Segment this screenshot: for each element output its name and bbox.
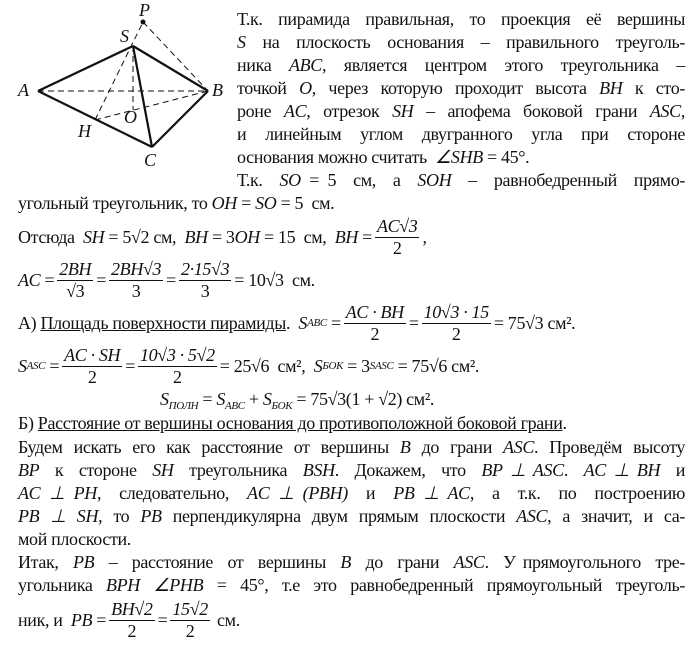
math-expression: SH [82, 226, 105, 247]
text-line [237, 54, 685, 77]
math-expression: BSH [302, 460, 335, 480]
pyramid-solid-edges [38, 46, 208, 147]
math-expression: ASC [516, 506, 548, 526]
fraction [62, 346, 122, 387]
text-run: = 3 [207, 226, 235, 247]
text-run: к стороне [39, 460, 153, 480]
math-expression: PB ⊥ SH [18, 506, 99, 526]
formula-line [18, 599, 240, 641]
text-run: ника [237, 55, 290, 75]
text-run: – равнобедренный прямо- [451, 170, 686, 190]
math-subscript: ПОЛН [168, 400, 199, 412]
text-run: перпендикулярна двум прямым плоскости [161, 506, 517, 526]
fraction-denominator: 2 [173, 366, 182, 387]
math-expression: SH [392, 101, 414, 121]
text-line [18, 459, 685, 482]
text-run: Отсюда [18, 226, 83, 247]
math-expression: BH [184, 226, 208, 247]
fraction [170, 600, 209, 641]
fraction-denominator: √3 [66, 280, 85, 301]
math-expression: AC ⊥ BH [583, 460, 661, 480]
text-run: = [45, 355, 60, 376]
math-expression: S [262, 389, 272, 409]
fraction [375, 217, 419, 258]
text-run: . [562, 413, 567, 433]
math-expression: AC ⊥ (PBH) [247, 483, 348, 503]
text-line [18, 574, 685, 597]
text-run: Т.к. [237, 170, 280, 190]
text-run: = [125, 355, 135, 376]
text-run: = 45°. [482, 147, 530, 167]
text-run [140, 575, 154, 595]
label-b: B [212, 80, 223, 100]
math-expression: OH [234, 226, 260, 247]
fraction [344, 303, 406, 344]
math-expression: ASC [649, 101, 681, 121]
math-expression: SO [255, 193, 277, 213]
text-run: = 5 см. [276, 193, 335, 213]
fraction-denominator: 2 [185, 620, 195, 641]
fraction-numerator: AC · SH [64, 344, 121, 365]
text-line [237, 169, 685, 192]
text-run: до грани [410, 437, 504, 457]
point-p [141, 20, 146, 25]
math-expression: BP [18, 460, 40, 480]
text-run: см. [212, 609, 240, 630]
fraction-numerator: AC√3 [376, 215, 418, 236]
text-line [237, 8, 685, 31]
fraction [179, 260, 231, 301]
label-a: A [18, 80, 29, 100]
math-expression: AC [283, 101, 307, 121]
math-expression: SO [279, 170, 301, 190]
pyramid-diagram [0, 0, 235, 175]
math-expression: BPH [106, 575, 140, 595]
fraction-numerator: 15√2 [172, 598, 208, 619]
text-run: до грани [351, 552, 454, 572]
math-expression: ∠PHB [153, 575, 204, 595]
text-run: , отрезок [306, 101, 393, 121]
fraction-numerator: 2·15√3 [180, 258, 230, 279]
text-run: . Докажем, что [334, 460, 482, 480]
math-expression: AC [18, 269, 41, 290]
fraction-denominator: 2 [392, 237, 402, 258]
text-run: – расстояние от вершины [94, 552, 341, 572]
math-expression: ∠SHB [435, 147, 483, 167]
text-run: = [198, 389, 217, 409]
math-expression: S [237, 32, 246, 52]
text-run: = [166, 269, 176, 290]
text-run: ник, и [18, 609, 71, 630]
text-run: . [563, 460, 584, 480]
math-expression: PB ⊥ AC [393, 483, 470, 503]
text-run: . У прямоугольного тре- [484, 552, 685, 572]
text-line [18, 482, 685, 505]
fraction-numerator: 2BH√3 [111, 258, 162, 279]
fraction [57, 260, 93, 301]
math-expression: BP ⊥ ASC [481, 460, 564, 480]
text-run: = [358, 226, 372, 247]
underlined-heading: Расстояние от вершины основания до противоположной боковой грани [37, 413, 563, 433]
math-expression: AC ⊥ PH [18, 483, 97, 503]
formula-line [18, 302, 575, 344]
text-run: = [236, 193, 256, 213]
label-p: P [139, 0, 150, 20]
fraction [138, 346, 217, 387]
text-run: угольника [18, 575, 106, 595]
text-run: на плоскость основания – правильного треуголь- [245, 32, 685, 52]
fraction-denominator: 3 [200, 280, 210, 301]
text-run: = [157, 609, 168, 630]
text-run: = 10√3 см. [234, 269, 315, 290]
fraction-denominator: 3 [131, 280, 141, 301]
text-run: = 3 [343, 355, 370, 376]
fraction-numerator: BH√2 [111, 598, 153, 619]
label-c: C [144, 150, 156, 170]
text-run: к сто- [622, 78, 685, 98]
math-subscript: БОК [271, 400, 293, 412]
text-line [18, 528, 131, 551]
text-run: = 15 см, [259, 226, 335, 247]
text-run: Итак, [18, 552, 73, 572]
label-s: S [120, 26, 129, 46]
text-run: , является центром этого треугольника – [321, 55, 686, 75]
text-run: угольный треугольник, то [18, 193, 212, 213]
fraction-numerator: 10√3 · 5√2 [140, 344, 215, 365]
math-subscript: SASC [369, 359, 394, 372]
text-line [18, 551, 685, 574]
math-expression: ASC [453, 552, 485, 572]
text-run: треугольника [173, 460, 303, 480]
text-run: . Проведём высоту [534, 437, 686, 457]
text-run: роне [237, 101, 284, 121]
math-expression: S [298, 312, 308, 333]
text-run: и [347, 483, 394, 503]
math-expression: OH [211, 193, 237, 213]
fraction-denominator: 2 [127, 620, 137, 641]
text-run: = [92, 609, 107, 630]
math-expression: S [18, 355, 27, 376]
text-line [18, 436, 685, 459]
formula-line [160, 388, 434, 411]
text-line [237, 31, 685, 54]
fraction [109, 600, 154, 641]
text-run: = 5 см, а [300, 170, 418, 190]
text-run: , [422, 226, 427, 247]
text-run: , а значит, и са- [547, 506, 685, 526]
fraction-numerator: 10√3 · 15 [423, 301, 489, 322]
text-run: = 75√3(1 + √2) см². [292, 389, 435, 409]
text-run: , а т.к. по построению [469, 483, 685, 503]
text-run: , через которую проходит высота [311, 78, 600, 98]
math-subscript: ABC [307, 316, 327, 329]
formula-line [18, 259, 315, 301]
math-expression: BH [334, 226, 359, 247]
text-run: = [408, 312, 419, 333]
fraction-numerator: AC · BH [345, 301, 404, 322]
text-run: – апофема боковой грани [413, 101, 650, 121]
formula-line [18, 216, 427, 258]
text-line [237, 77, 685, 100]
text-run: А) [18, 312, 41, 333]
text-run: = 5√2 см, [104, 226, 185, 247]
text-run: = [96, 269, 107, 290]
label-o: O [124, 107, 137, 127]
text-run: = [40, 269, 55, 290]
text-run: , следовательно, [96, 483, 248, 503]
text-line [237, 100, 685, 123]
math-expression: BH [599, 78, 623, 98]
text-run: , [680, 101, 685, 121]
fraction [109, 260, 163, 301]
math-expression: ABC [289, 55, 322, 75]
text-run: = 25√6 см², [219, 355, 314, 376]
underlined-heading: Площадь поверхности пирамиды [40, 312, 286, 333]
text-run: и [660, 460, 685, 480]
math-expression: S [216, 389, 226, 409]
math-expression: SOH [417, 170, 452, 190]
math-expression: PB [140, 506, 162, 526]
math-expression: S [313, 355, 323, 376]
label-h: H [78, 121, 91, 141]
math-expression: ASC [503, 437, 534, 457]
fraction-numerator: 2BH [59, 258, 92, 279]
math-subscript: БОК [322, 359, 344, 372]
text-line [237, 123, 685, 146]
text-run: = 75√6 см². [393, 355, 480, 376]
text-run: = [326, 312, 341, 333]
math-expression: O [299, 78, 312, 98]
text-run: и линейным углом двугранного угла при стороне [237, 124, 685, 144]
text-run: + [244, 389, 263, 409]
text-line [237, 146, 529, 169]
text-run: . [285, 312, 299, 333]
math-expression: PB [70, 609, 93, 630]
text-run: = 75√3 см². [493, 312, 576, 333]
text-line [18, 505, 685, 528]
fraction-denominator: 2 [87, 366, 97, 387]
text-run: = 45°, т.е это равнобедренный прямоугольный треуголь- [203, 575, 685, 595]
math-expression: B [340, 552, 352, 572]
text-run: основания можно считать [237, 147, 436, 167]
fraction [422, 303, 491, 344]
math-expression: S [160, 389, 169, 409]
math-expression: PB [72, 552, 95, 572]
text-line [18, 192, 334, 215]
text-run: , то [98, 506, 141, 526]
section-heading [18, 412, 567, 435]
math-expression: SH [152, 460, 174, 480]
text-run: Б) [18, 413, 38, 433]
fraction-denominator: 2 [451, 323, 461, 344]
formula-line [18, 345, 479, 387]
math-subscript: ASC [26, 359, 46, 372]
math-expression: B [399, 437, 411, 457]
text-run: точкой [237, 78, 300, 98]
text-run: Т.к. пирамида правильная, то проекция её вершины [237, 9, 685, 29]
text-run: мой плоскости. [18, 529, 131, 549]
text-run: Будем искать его как расстояние от вершины [18, 437, 400, 457]
fraction-denominator: 2 [370, 323, 380, 344]
math-subscript: ABC [225, 400, 245, 412]
